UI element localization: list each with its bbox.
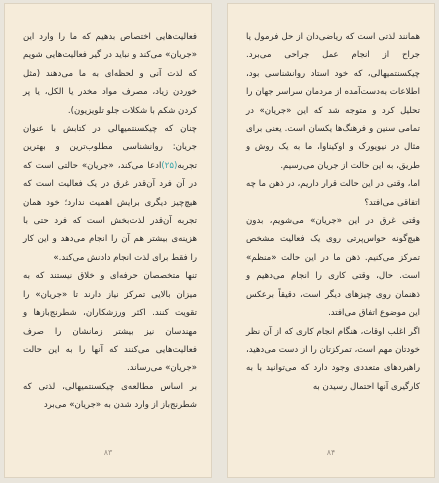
paragraph-text: چنان که چیکسنتمیهالی در کتابش با عنوان جریان: روانشناسی مطلوب‌ترین و بهترین تجربه [23, 124, 197, 171]
footnote-marker[interactable]: (۲۵) [161, 160, 178, 171]
right-page-text [246, 28, 420, 396]
paragraph: فعالیت‌هایی اختصاص بدهیم که ما را وارد این «جریان» می‌کند و نباید در گیر فعالیت‌هایی شویم که لذت آنی و لحظه‌ای به ما می‌دهند (مثل خوردن زیاد، مصرف مواد مخدر یا الکل، یا پر کردن شکم با شکلات جلو تلویزیون). [23, 32, 197, 116]
page-number: ۸۳ [103, 448, 113, 457]
paragraph: اگر اغلب اوقات، هنگام انجام کاری که از آن نظر خودتان مهم است، تمرکزتان را از دست می‌دهید، راهبردهای متعددی وجود دارد که می‌توانید با به کارگیری آنها احتمال رسیدن به [246, 326, 420, 392]
page-number: ۸۴ [326, 448, 336, 457]
paragraph: تنها متخصصان حرفه‌ای و خلاق نیستند که به میزان بالایی تمرکز نیاز دارند تا «جریان» را تقویت کنند. اکثر ورزشکاران، شطرنج‌بازها و مهندسان نیز بیشتر زمانشان را صرف فعالیت‌هایی می‌کنند که آنها را به این حالت «جریان» می‌رساند. [23, 271, 197, 374]
page-gutter [214, 3, 225, 478]
left-page-text [23, 28, 197, 415]
paragraph: بر اساس مطالعه‌ی چیکسنتمیهالی، لذتی که شطرنج‌باز از وارد شدن به «جریان» می‌برد [23, 381, 197, 411]
left-page [4, 3, 212, 478]
paragraph-text: ادعا می‌کند، «جریان» حالتی است که در آن فرد آن‌قدر غرق در یک فعالیت است که هیچ‌چیز دیگری برایش اهمیت ندارد؛ خود همان تجربه آن‌قدر لذت‌بخش است که فرد حتی با هزینه‌ی بیشتر هم آن را انجام می‌دهد و این کار را فقط برای لذت انجام دادنش می‌کند.» [23, 160, 197, 263]
paragraph: همانند لذتی است که ریاضی‌دان از حل فرمول یا جراح از انجام عمل جراحی می‌برد. چیکسنتمیهالی، که خود استاد روانشناسی بود، اطلاعات به‌دست‌آمده از مردمان سراسر جهان را تحلیل کرد و متوجه شد که این «جریان» در تمامی سنین و فرهنگ‌ها یکسان است. یعنی برای مثال در نیویورک و اوکیناوا، ما به یک روش و طریق، به این حالت از جریان می‌رسیم. [246, 32, 420, 171]
paragraph: وقتی غرق در این «جریان» می‌شویم، بدون هیچ‌گونه حواس‌پرتی روی یک فعالیت مشخص تمرکز می‌کنیم. ذهن ما در این حالت «منظم» است. حال، وقتی کاری را انجام می‌دهیم و ذهنمان روی چیزهای دیگر است، دقیقاً برعکس این موضوع اتفاق می‌افتد. [246, 216, 420, 319]
paragraph: اما، وقتی در این حالت قرار داریم، در ذهن ما چه اتفاقی می‌افتد؟ [246, 179, 420, 208]
paragraph [23, 120, 197, 267]
right-page [227, 3, 435, 478]
